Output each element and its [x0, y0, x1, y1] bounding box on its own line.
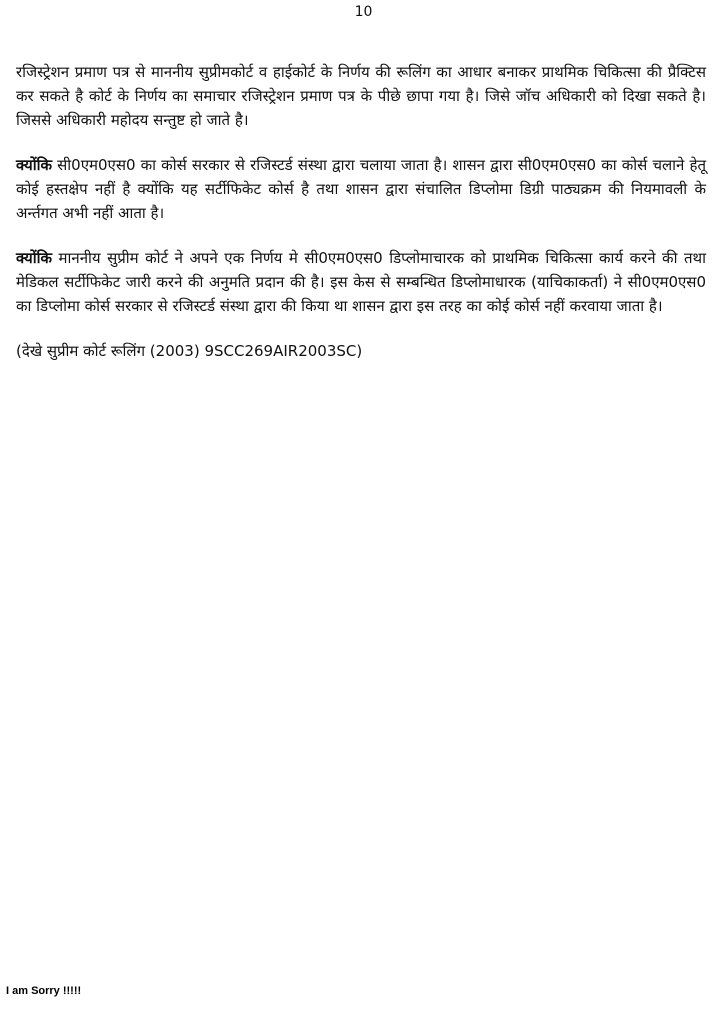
paragraph-supreme-court-decision: [16, 246, 706, 318]
paragraph-text: माननीय सुप्रीम कोर्ट ने अपने एक निर्णय मे सी0एम0एस0 डिप्लोमाचारक को प्राथमिक चिकित्सा कार्य करने की तथा मेडिकल सर्टीफिकेट जारी करने की अनुमति प्रदान की है। इस केस से सम्बन्धित डिप्लोमाधारक (याचिकाकर्ता) ने सी0एम0एस0 का डिप्लोमा कोर्स सरकार से रजिस्टर्ड संस्था द्वारा की किया था शासन द्वारा इस तरह का कोई कोर्स नहीं करवाया जाता है।: [16, 249, 706, 315]
paragraph-text: सी0एम0एस0 का कोर्स सरकार से रजिस्टर्ड संस्था द्वारा चलाया जाता है। शासन द्वारा सी0एम0एस0 का कोर्स चलाने हेतू कोई हस्तक्षेप नहीं है क्योंकि यह सर्टीफिकेट कोर्स है तथा शासन द्वारा संचालित डिप्लोमा डिग्री पाठ्यक्रम की नियमावली के अर्न्तगत अभी नहीं आता है।: [16, 156, 706, 222]
paragraph-text: (देखे सुप्रीम कोर्ट रूलिंग (2003) 9SCC269AIR2003SC): [16, 342, 363, 360]
paragraph-text: रजिस्ट्रेशन प्रमाण पत्र से माननीय सुप्रीमकोर्ट व हाईकोर्ट के निर्णय की रूलिंग का आधार बनाकर प्राथमिक चिकित्सा की प्रैक्टिस कर सकते है कोर्ट के निर्णय का समाचार रजिस्ट्रेशन प्रमाण पत्र के पीछे छापा गया है। जिसे जॉच अधिकारी को दिखा सकते है। जिससे अधिकारी महोदय सन्तुष्ट हो जाते है।: [16, 63, 706, 129]
paragraph-course-registered: [16, 153, 706, 225]
document-body: [16, 60, 706, 384]
paragraph-lead: क्योंकि: [16, 156, 53, 174]
page-number: 10: [354, 4, 373, 20]
footer-note: I am Sorry !!!!!: [6, 985, 82, 997]
paragraph-registration-certificate: [16, 60, 706, 132]
paragraph-ruling-reference: [16, 339, 706, 363]
paragraph-lead: क्योंकि: [16, 249, 53, 267]
